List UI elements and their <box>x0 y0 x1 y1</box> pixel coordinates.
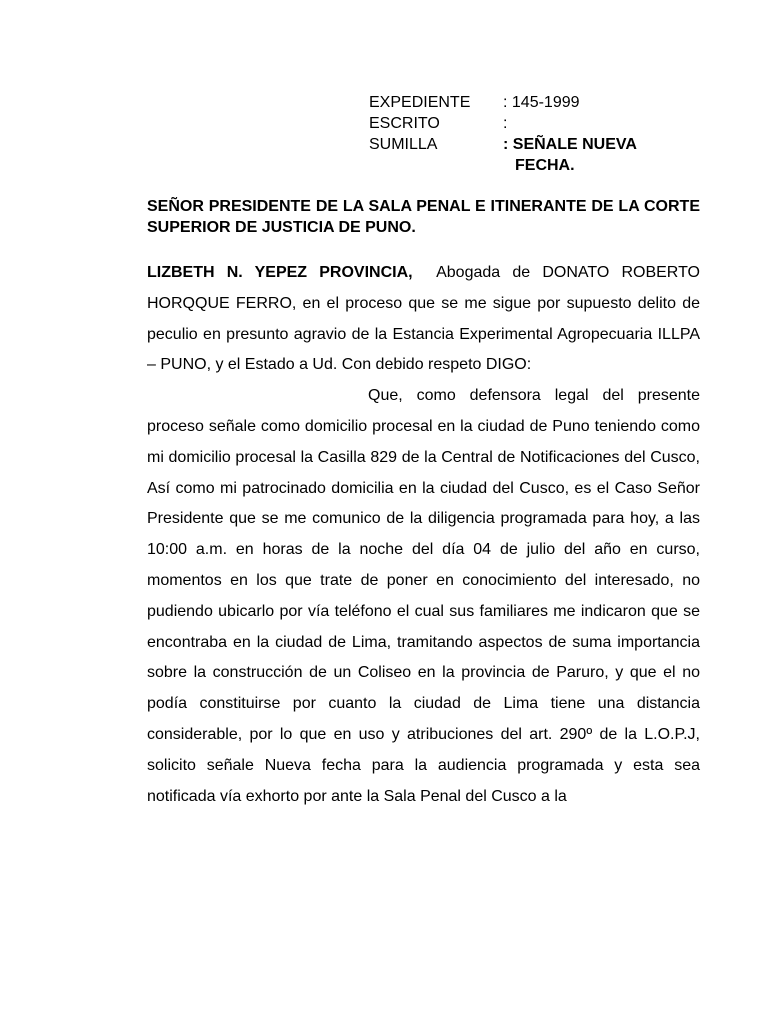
escrito-row <box>369 113 637 134</box>
sumilla-row <box>369 134 637 176</box>
author-name: LIZBETH N. YEPEZ PROVINCIA, <box>147 264 413 281</box>
intro-paragraph <box>147 258 700 381</box>
sumilla-value <box>503 134 637 176</box>
addressee-heading: SEÑOR PRESIDENTE DE LA SALA PENAL E ITINERANTE DE LA CORTE SUPERIOR DE JUSTICIA DE PUNO. <box>147 198 700 236</box>
intro-text: Abogada de DONATO ROBERTO HORQQUE FERRO, en el proceso que se me sigue por supuesto delito de peculio en presunto agravio de la Estancia Experimental Agropecuaria ILLPA – PUNO, y el Estado a Ud. Con debido respeto DIGO: <box>147 264 700 374</box>
case-header <box>369 92 637 176</box>
expediente-row <box>369 92 637 113</box>
sumilla-value-line1: : SEÑALE NUEVA <box>503 136 637 153</box>
sumilla-value-line2: FECHA. <box>515 157 575 174</box>
main-paragraph: Que, como defensora legal del presente proceso señale como domicilio procesal en la ciudad de Puno teniendo como mi domicilio procesal la Casilla 829 de la Central de Notificaciones del Cusco, Así como mi patrocinado domicilia en la ciudad del Cusco, es el Caso Señor Presidente que se me comunico de la diligencia programada para hoy, a las 10:00 a.m. en horas de la noche del día 04 de julio del año en curso, momentos en los que trate de poner en conocimiento del interesado, no pudiendo ubicarlo por vía teléfono el cual sus familiares me indicaron que se encontraba en la ciudad de Lima, tramitando aspectos de suma importancia sobre la construcción de un Coliseo en la provincia de Paruro, y que el no podía constituirse por cuanto la ciudad de Lima tiene una distancia considerable, por lo que en uso y atribuciones del art. 290º de la L.O.P.J, solicito señale Nueva fecha para la audiencia programada y esta sea notificada vía exhorto por ante la Sala Penal del Cusco a la <box>147 387 700 805</box>
escrito-label: ESCRITO <box>369 115 440 132</box>
expediente-value: : 145-1999 <box>503 94 580 111</box>
sumilla-label: SUMILLA <box>369 136 438 153</box>
expediente-label: EXPEDIENTE <box>369 94 471 111</box>
document-body <box>147 258 700 812</box>
escrito-value: : <box>503 115 508 132</box>
